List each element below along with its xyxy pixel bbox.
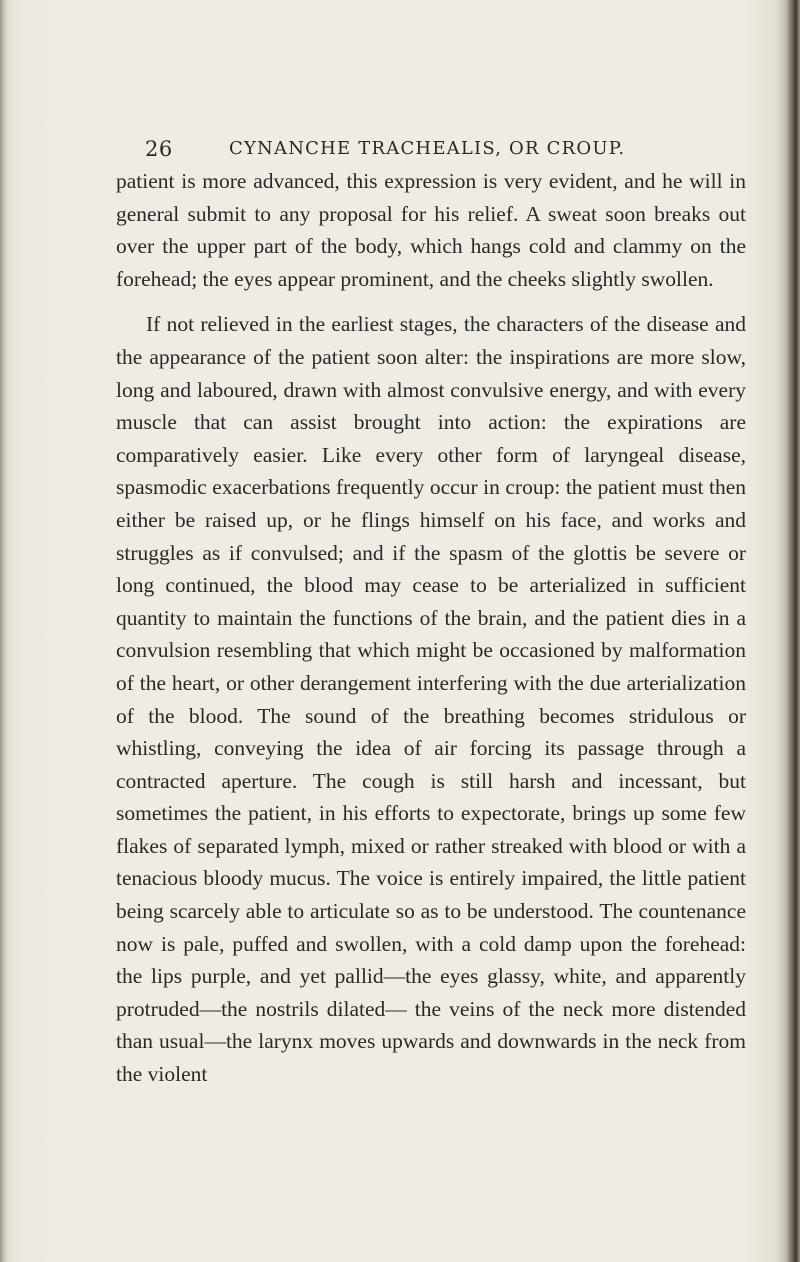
body-text <box>116 165 746 1091</box>
paragraph-continued: patient is more advanced, this expression is very evident, and he will in general submit to any proposal for his relief. A sweat soon breaks out over the upper part of the body, which hangs cold and clammy on the forehead; the eyes appear prominent, and the cheeks slightly swollen. <box>116 169 746 291</box>
page-number: 26 <box>145 137 173 161</box>
running-header <box>145 137 745 167</box>
paragraph: If not relieved in the earliest stages, the characters of the disease and the appearance of the patient soon alter: the inspirations are more slow, long and laboured, drawn with almost convulsive energy, and with every muscle that can assist brought into action: the expirations are comparatively easier. Like every other form of laryngeal disease, spasmodic exacerbations frequently occur in croup: the patient must then either be raised up, or he flings himself on his face, and works and struggles as if convulsed; and if the spasm of the glottis be severe or long continued, the blood may cease to be arterialized in sufficient quantity to maintain the functions of the brain, and the patient dies in a convulsion resembling that which might be occasioned by malformation of the heart, or other derangement interfering with the due arterialization of the blood. The sound of the breathing becomes stridulous or whistling, conveying the idea of air forcing its passage through a contracted aperture. The cough is still harsh and incessant, but sometimes the patient, in his efforts to expectorate, brings up some few flakes of separated lymph, mixed or rather streaked with blood or with a tenacious bloody mucus. The voice is entirely impaired, the little patient being scarcely able to articulate so as to be understood. The countenance now is pale, puffed and swollen, with a cold damp upon the forehead: the lips purple, and yet pallid—the eyes glassy, white, and apparently protruded—the nostrils dilated— the veins of the neck more distended than usual—the larynx moves upwards and downwards in the neck from the violent <box>116 312 746 1087</box>
running-title: CYNANCHE TRACHEALIS, OR CROUP. <box>229 138 626 159</box>
book-spine-shadow <box>778 0 800 1262</box>
page-left-edge <box>0 0 8 1262</box>
